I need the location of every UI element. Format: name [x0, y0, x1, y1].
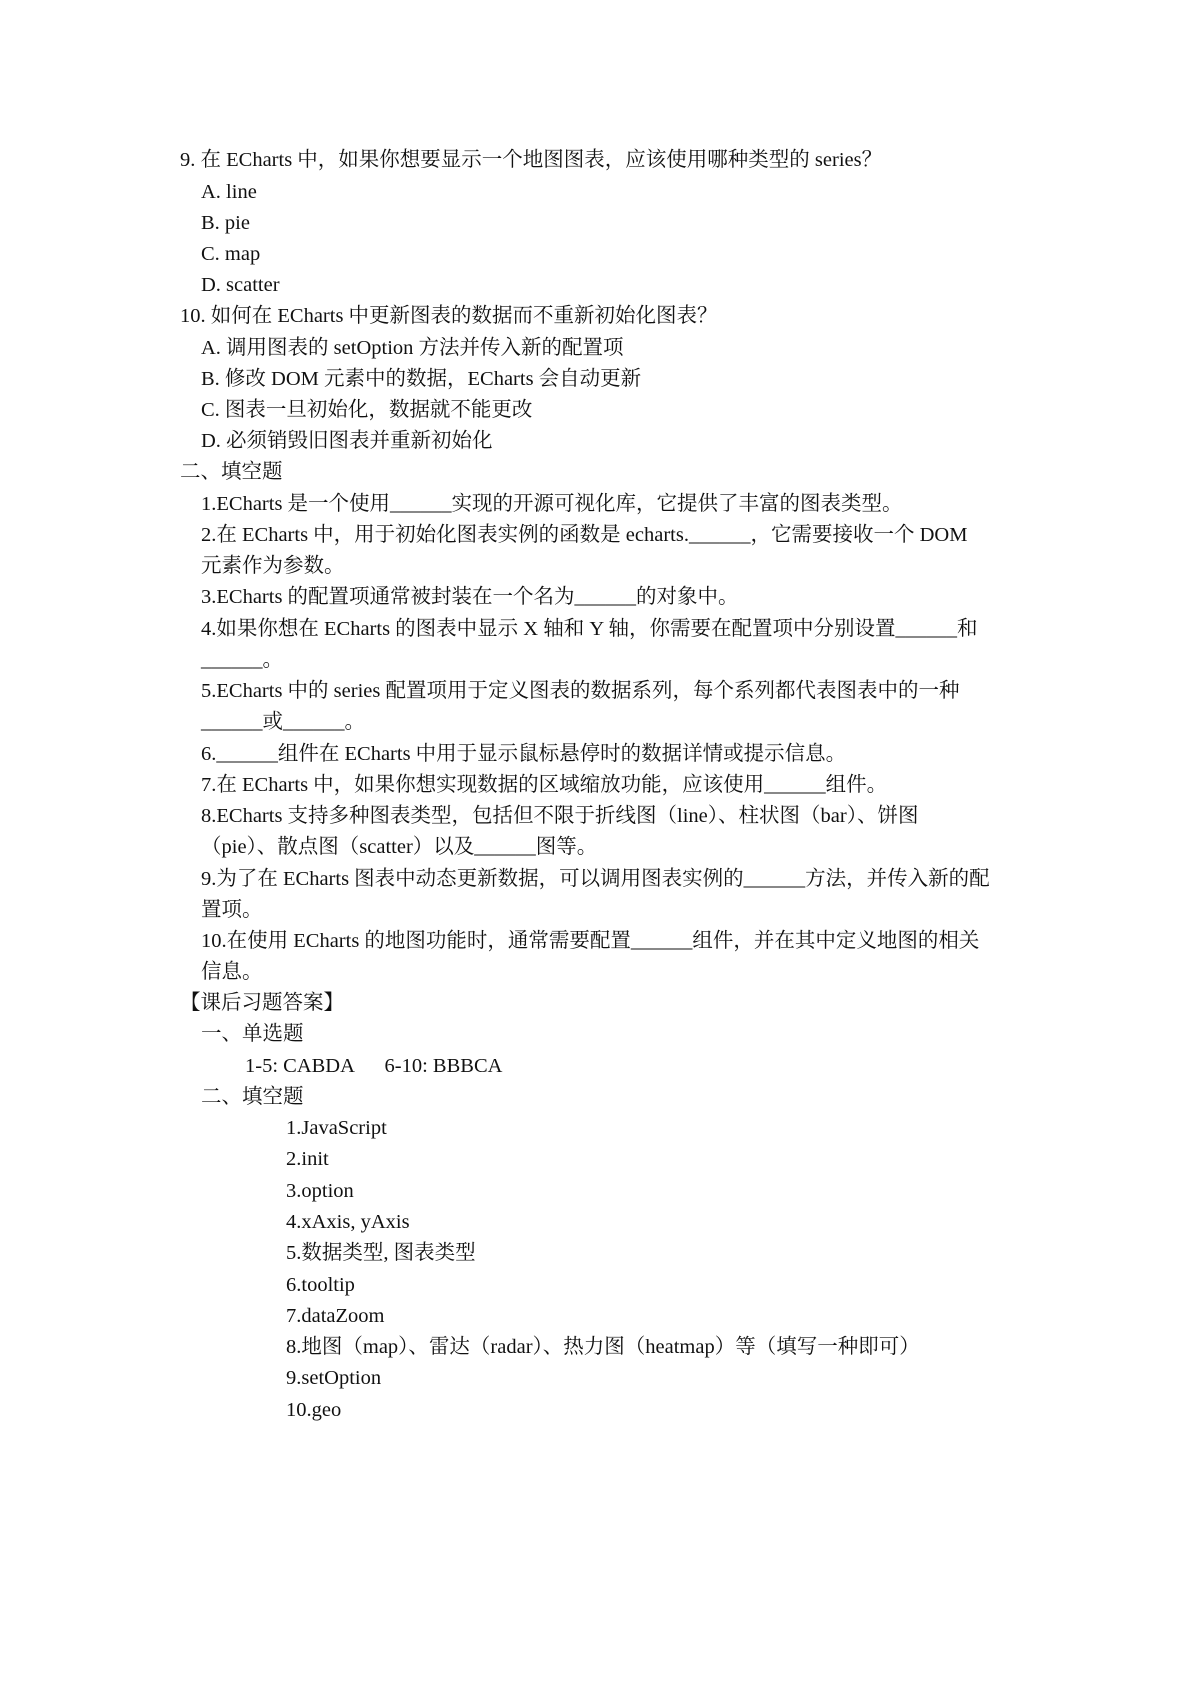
answers-single-values: 1-5: CABDA 6-10: BBBCA — [245, 1055, 503, 1077]
fill-line-2a: 2.在 ECharts 中，用于初始化图表实例的函数是 echarts.______，它需要接收一个 DOM — [201, 524, 968, 546]
question-9-option-c: C. map — [201, 243, 261, 265]
question-10-option-a: A. 调用图表的 setOption 方法并传入新的配置项 — [201, 337, 624, 359]
question-10-option-d: D. 必须销毁旧图表并重新初始化 — [201, 430, 493, 452]
answer-fill-10: 10.geo — [286, 1399, 342, 1421]
question-10-option-b: B. 修改 DOM 元素中的数据，ECharts 会自动更新 — [201, 368, 642, 390]
question-10-option-c: C. 图表一旦初始化，数据就不能更改 — [201, 399, 533, 421]
answer-fill-3: 3.option — [286, 1180, 354, 1202]
fill-section-heading: 二、填空题 — [180, 461, 283, 483]
fill-line-4b: ______。 — [201, 649, 283, 671]
fill-line-10a: 10.在使用 ECharts 的地图功能时，通常需要配置______组件，并在其中定义地图的相关 — [201, 930, 980, 952]
answer-fill-2: 2.init — [286, 1148, 329, 1170]
fill-line-5b: ______或______。 — [201, 711, 365, 733]
fill-line-9a: 9.为了在 ECharts 图表中动态更新数据，可以调用图表实例的______方法，并传入新的配 — [201, 868, 990, 890]
fill-line-9b: 置项。 — [201, 899, 263, 921]
question-9-option-d: D. scatter — [201, 274, 280, 296]
fill-line-8b: （pie）、散点图（scatter）以及______图等。 — [201, 836, 598, 858]
question-9-option-a: A. line — [201, 181, 257, 203]
answer-fill-1: 1.JavaScript — [286, 1117, 387, 1139]
fill-line-2b: 元素作为参数。 — [201, 555, 345, 577]
fill-line-10b: 信息。 — [201, 961, 263, 983]
answers-single-heading: 一、单选题 — [201, 1023, 304, 1045]
answer-fill-6: 6.tooltip — [286, 1274, 355, 1296]
answer-fill-5: 5.数据类型, 图表类型 — [286, 1242, 476, 1264]
answers-fill-heading: 二、填空题 — [201, 1086, 304, 1108]
fill-line-1: 1.ECharts 是一个使用______实现的开源可视化库，它提供了丰富的图表类型。 — [201, 493, 903, 515]
question-9-option-b: B. pie — [201, 212, 250, 234]
answer-fill-4: 4.xAxis, yAxis — [286, 1211, 410, 1233]
fill-line-3: 3.ECharts 的配置项通常被封装在一个名为______的对象中。 — [201, 586, 739, 608]
question-9-stem: 9. 在 ECharts 中，如果你想要显示一个地图图表，应该使用哪种类型的 series？ — [180, 149, 883, 171]
answer-fill-8: 8.地图（map）、雷达（radar）、热力图（heatmap）等（填写一种即可） — [286, 1336, 920, 1358]
fill-line-4a: 4.如果你想在 ECharts 的图表中显示 X 轴和 Y 轴，你需要在配置项中分别设置______和 — [201, 618, 978, 640]
fill-line-8a: 8.ECharts 支持多种图表类型，包括但不限于折线图（line）、柱状图（bar）、饼图 — [201, 805, 919, 827]
question-10-stem: 10. 如何在 ECharts 中更新图表的数据而不重新初始化图表？ — [180, 305, 718, 327]
fill-line-7: 7.在 ECharts 中，如果你想实现数据的区域缩放功能，应该使用______组件。 — [201, 774, 888, 796]
answer-fill-7: 7.dataZoom — [286, 1305, 385, 1327]
answer-fill-9: 9.setOption — [286, 1367, 382, 1389]
fill-line-5a: 5.ECharts 中的 series 配置项用于定义图表的数据系列，每个系列都代表图表中的一种 — [201, 680, 960, 702]
fill-line-6: 6.______组件在 ECharts 中用于显示鼠标悬停时的数据详情或提示信息。 — [201, 743, 847, 765]
answers-heading: 【课后习题答案】 — [180, 992, 344, 1014]
